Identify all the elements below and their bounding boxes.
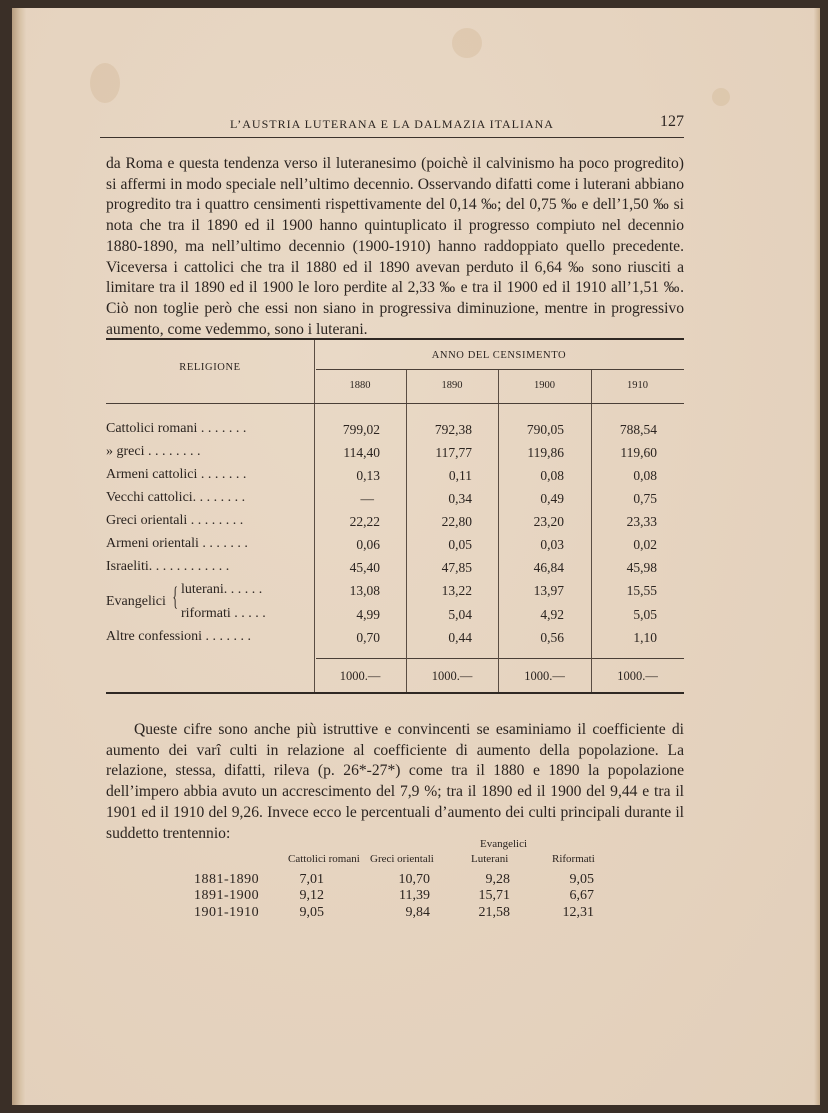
page-edge <box>814 8 820 1105</box>
cell: 9,05 <box>299 905 324 920</box>
total-cell: 1000.— <box>524 669 565 683</box>
cell: 15,55 <box>626 583 657 598</box>
sum-rule <box>316 658 684 659</box>
cell: 22,80 <box>441 514 472 529</box>
col-header: Riformati <box>552 853 595 865</box>
cell: 10,70 <box>398 872 430 887</box>
cell: 0,75 <box>633 491 657 506</box>
cell: 4,99 <box>356 607 380 622</box>
row-label: Cattolici romani . . . . . . . <box>106 421 247 436</box>
cell: 46,84 <box>533 560 564 575</box>
running-title: L’AUSTRIA LUTERANA E LA DALMAZIA ITALIANA <box>230 117 554 131</box>
header-evangelici: Evangelici <box>480 838 528 850</box>
row-label: » greci . . . . . . . . <box>106 444 201 459</box>
paragraph-2-text: Queste cifre sono anche più istruttive e convincenti se esaminiamo il coefficiente di aumento dei varî culti in relazione al coefficiente di aumento della popolazione. La relazione, stessa, difatti, rileva (p. 26*-27*) come tra il 1880 e 1890 la popolazione dell’impero abbia avuto un accrescimento del 7,9 %; tra il 1890 ed il 1900 del 9,44 e tra il 1901 ed il 1910 del 9,26. Invece ecco le percentuali d’aumento dei culti principali durante il suddetto trentennio: <box>106 721 684 842</box>
year-1890: 1890 <box>441 380 463 391</box>
cell: 4,92 <box>540 607 564 622</box>
col-header: Cattolici romani <box>288 853 360 865</box>
cell: 9,05 <box>569 872 594 887</box>
cell: 23,20 <box>533 514 564 529</box>
row-label: Altre confessioni . . . . . . . <box>106 629 252 644</box>
paragraph-1 <box>106 154 684 340</box>
col-header: Luterani <box>471 853 509 865</box>
religion-census-table <box>106 338 684 694</box>
year-1910: 1910 <box>627 380 648 391</box>
cell: 21,58 <box>478 905 510 920</box>
paper-stain <box>90 63 120 103</box>
cell: 117,77 <box>435 445 472 460</box>
row-label-evangelici: Evangelici <box>106 594 166 609</box>
cell: 0,44 <box>448 630 472 645</box>
cell: — <box>360 491 374 506</box>
row-label: luterani. . . . . . <box>181 582 263 597</box>
total-cell: 1000.— <box>431 669 473 683</box>
paragraph-2 <box>106 720 684 844</box>
cell: 790,05 <box>526 422 564 437</box>
cell: 788,54 <box>619 422 657 437</box>
cell: 13,22 <box>441 583 472 598</box>
col-header: Greci orientali <box>370 853 434 865</box>
growth-percent-table <box>186 838 606 928</box>
cell: 0,49 <box>540 491 564 506</box>
paragraph-1-text: da Roma e questa tendenza verso il luteranesimo (poichè il calvinismo ha poco progredito) si affermi in modo speciale nell’ultimo decennio. Osservando difatti come i luterani abbiano progredito tra i quattro censimenti rispettivamente del 0,14 ‰; del 0,75 ‰ e dell’1,50 ‰ si nota che tra il 1890 ed il 1900 hanno quintuplicato il progresso compiuto nel decennio 1880-1890, ma nell’ultimo decennio (1900-1910) hanno raddoppiato quello precedente. Viceversa i cattolici che tra il 1880 ed il 1890 avevan perduto il 6,64 ‰ sono riusciti a limitare tra il 1890 ed il 1900 le loro perdite al 2,33 ‰ e tra il 1900 ed il 1910 all’1,51 ‰. Ciò non toglie però che essi non siano in progressiva diminuzione, mentre in progressivo aumento, come vedemmo, sono i luterani. <box>106 155 684 338</box>
cell: 0,11 <box>448 468 472 483</box>
cell: 45,98 <box>626 560 657 575</box>
cell: 0,08 <box>633 468 657 483</box>
cell: 15,71 <box>478 888 510 903</box>
row-label: Armeni orientali . . . . . . . <box>106 536 248 551</box>
cell: 792,38 <box>434 422 472 437</box>
total-cell: 1000.— <box>617 669 658 683</box>
cell: 47,85 <box>441 560 472 575</box>
cell: 0,03 <box>540 537 564 552</box>
header-bottom-rule <box>106 403 684 404</box>
paper-stain <box>712 88 730 106</box>
cell: 45,40 <box>349 560 380 575</box>
cell: 5,05 <box>633 607 657 622</box>
cell: 12,31 <box>562 905 594 920</box>
paper-stain <box>452 28 482 58</box>
cell: 13,97 <box>533 583 564 598</box>
cell: 0,13 <box>356 468 380 483</box>
cell: 0,06 <box>356 537 380 552</box>
cell: 0,56 <box>540 630 564 645</box>
period-label: 1901-1910 <box>194 905 260 920</box>
table-top-rule <box>106 338 684 340</box>
cell: 9,84 <box>405 905 430 920</box>
cell: 23,33 <box>626 514 657 529</box>
row-label: Israeliti. . . . . . . . . . . . <box>106 559 230 574</box>
cell: 9,12 <box>299 888 324 903</box>
cell: 6,67 <box>569 888 594 903</box>
cell: 119,86 <box>527 445 564 460</box>
row-label: Armeni cattolici . . . . . . . <box>106 467 247 482</box>
cell: 22,22 <box>349 514 380 529</box>
row-label: riformati . . . . . <box>181 606 266 621</box>
period-label: 1881-1890 <box>194 872 260 887</box>
book-spine-shadow <box>12 8 26 1105</box>
cell: 0,05 <box>448 537 472 552</box>
cell: 5,04 <box>448 607 472 622</box>
period-label: 1891-1900 <box>194 888 260 903</box>
year-1900: 1900 <box>534 380 555 391</box>
total-cell: 1000.— <box>339 669 381 683</box>
cell: 114,40 <box>343 445 380 460</box>
row-label: Vecchi cattolici. . . . . . . . <box>106 490 246 505</box>
row-label: Greci orientali . . . . . . . . <box>106 513 244 528</box>
cell: 9,28 <box>485 872 510 887</box>
cell: 1,10 <box>633 630 657 645</box>
cell: 0,08 <box>540 468 564 483</box>
year-1880: 1880 <box>349 380 371 391</box>
cell: 11,39 <box>399 888 430 903</box>
cell: 119,60 <box>620 445 657 460</box>
header-anno-censimento: ANNO DEL CENSIMENTO <box>431 350 567 361</box>
cell: 799,02 <box>342 422 380 437</box>
cell: 13,08 <box>349 583 380 598</box>
cell: 7,01 <box>299 872 324 887</box>
running-header <box>100 115 684 138</box>
brace-icon: { <box>172 582 179 611</box>
header-subrule <box>316 369 684 370</box>
cell: 0,02 <box>633 537 657 552</box>
header-religione: RELIGIONE <box>179 362 241 373</box>
table-bottom-rule <box>106 692 684 694</box>
page-number: 127 <box>660 113 684 130</box>
cell: 0,70 <box>356 630 380 645</box>
cell: 0,34 <box>448 491 472 506</box>
